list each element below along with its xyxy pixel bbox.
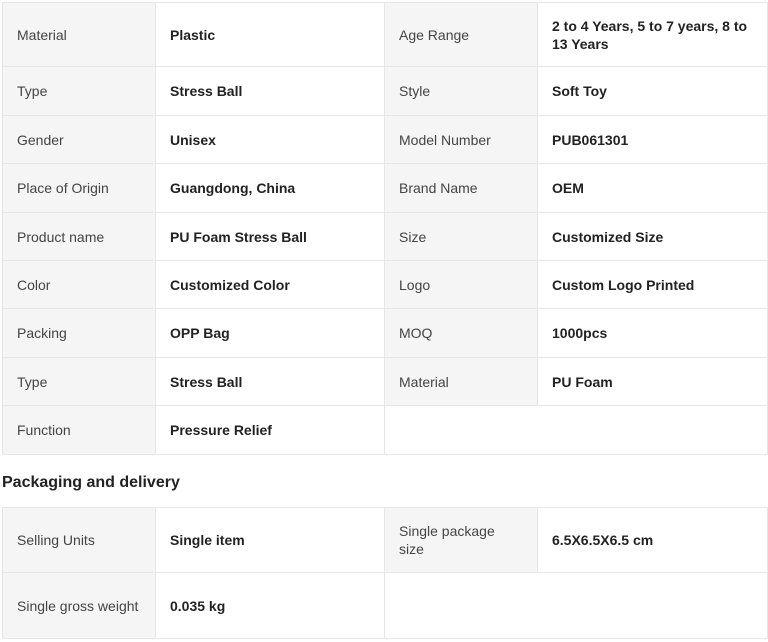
- attribute-key: Single gross weight: [3, 573, 156, 639]
- table-row: [3, 309, 768, 358]
- table-row: [3, 406, 768, 455]
- attribute-value: PU Foam: [538, 358, 768, 406]
- attribute-value: Plastic: [156, 3, 385, 67]
- attribute-key: Style: [385, 67, 538, 116]
- attribute-value: OPP Bag: [156, 309, 385, 358]
- table-row: [3, 213, 768, 261]
- table-row: [3, 261, 768, 309]
- attribute-key: Selling Units: [3, 508, 156, 573]
- attribute-value: Single item: [156, 508, 385, 573]
- attribute-key: Place of Origin: [3, 164, 156, 213]
- attribute-value: OEM: [538, 164, 768, 213]
- table-row: [3, 358, 768, 406]
- attribute-key: Logo: [385, 261, 538, 309]
- attribute-value: Pressure Relief: [156, 406, 385, 455]
- table-row: [3, 67, 768, 116]
- attribute-key: Color: [3, 261, 156, 309]
- attribute-key: Product name: [3, 213, 156, 261]
- section-title-packaging: Packaging and delivery: [2, 474, 180, 491]
- attribute-key: Brand Name: [385, 164, 538, 213]
- attribute-value: 2 to 4 Years, 5 to 7 years, 8 to 13 Years: [538, 3, 768, 67]
- table-row: [3, 3, 768, 67]
- attribute-value: Customized Size: [538, 213, 768, 261]
- table-row: [3, 573, 768, 639]
- attribute-key: Type: [3, 67, 156, 116]
- attribute-value: PU Foam Stress Ball: [156, 213, 385, 261]
- table-row: [3, 508, 768, 573]
- attribute-key: MOQ: [385, 309, 538, 358]
- attribute-key: Single package size: [385, 508, 538, 573]
- attribute-value: 0.035 kg: [156, 573, 385, 639]
- table-row: [3, 164, 768, 213]
- empty-cell: [385, 573, 768, 639]
- attribute-key: Model Number: [385, 116, 538, 164]
- packaging-table: [2, 507, 768, 639]
- attribute-key: Material: [3, 3, 156, 67]
- attribute-value: 6.5X6.5X6.5 cm: [538, 508, 768, 573]
- attribute-value: Stress Ball: [156, 358, 385, 406]
- attribute-value: Custom Logo Printed: [538, 261, 768, 309]
- attribute-key: Size: [385, 213, 538, 261]
- attribute-value: Stress Ball: [156, 67, 385, 116]
- attribute-value: Customized Color: [156, 261, 385, 309]
- attribute-key: Age Range: [385, 3, 538, 67]
- attribute-key: Material: [385, 358, 538, 406]
- attribute-value: Guangdong, China: [156, 164, 385, 213]
- empty-cell: [385, 406, 768, 455]
- attribute-key: Type: [3, 358, 156, 406]
- attribute-value: Soft Toy: [538, 67, 768, 116]
- attribute-value: Unisex: [156, 116, 385, 164]
- table-row: [3, 116, 768, 164]
- attribute-key: Gender: [3, 116, 156, 164]
- attribute-value: 1000pcs: [538, 309, 768, 358]
- attribute-key: Function: [3, 406, 156, 455]
- attribute-value: PUB061301: [538, 116, 768, 164]
- attribute-key: Packing: [3, 309, 156, 358]
- attributes-table: [2, 2, 768, 455]
